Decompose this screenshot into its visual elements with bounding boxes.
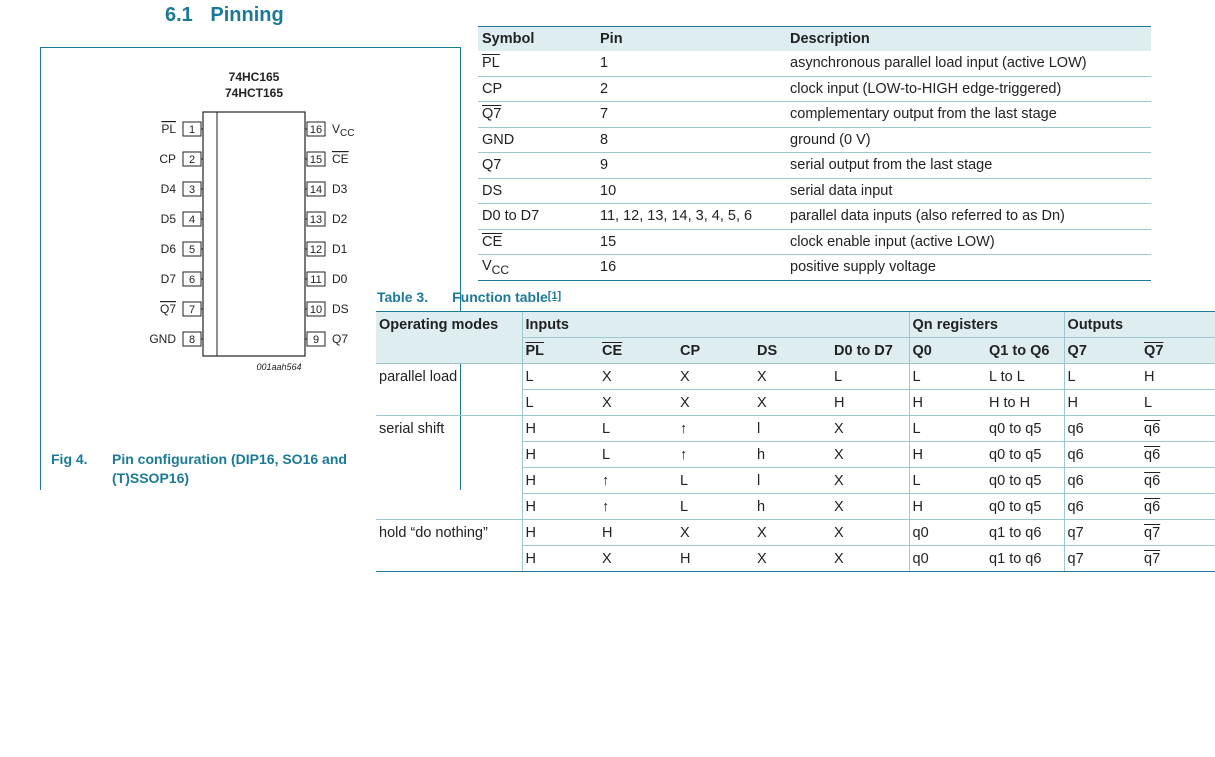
function-table-cell [754,390,831,416]
pin-number-14: 14 [309,184,323,196]
function-table-cell [909,416,986,442]
cell-value: q6 [1144,446,1161,463]
pin-description: complementary output from the last stage [786,102,1151,128]
pin-label-4: D5 [160,212,176,226]
pin-number: 8 [596,127,786,153]
pin-number-13: 13 [309,214,323,226]
operating-mode: serial shift [376,416,522,442]
cell-value: ↑ [680,420,688,437]
pin-symbol [478,51,596,76]
pin-label-13: D2 [332,212,348,226]
figure-number: Fig 4. [51,451,88,467]
pin-symbol-text: Q7 [482,106,502,123]
cell-value: q6 [1067,472,1084,489]
cell-value: H [912,498,924,515]
pin-symbol-text: Q7 [482,157,502,174]
header-inputs: Inputs [522,312,909,338]
cell-value: L [602,420,611,437]
cell-value: H [525,498,536,515]
subheader-label: Q1 to Q6 [989,342,1050,359]
pin-table-row [478,102,1151,128]
pin-table-row [478,178,1151,204]
pin-table-row [478,127,1151,153]
cell-value: q7 [1144,550,1161,567]
function-table-cell [522,416,599,442]
cell-value: L [680,472,689,489]
cell-value: H [525,550,536,567]
subheader-label: D0 to D7 [834,342,893,359]
pin-number-9: 9 [312,334,320,346]
cell-value: l [757,420,761,437]
function-table-cell [677,364,754,390]
pin-description: asynchronous parallel load input (active LOW) [786,51,1151,76]
function-table-body [376,364,1215,572]
pin-table-header-symbol: Symbol [478,27,596,52]
cell-value: q0 [912,550,929,567]
cell-value: L [834,368,843,385]
pin-table-header-pin: Pin [596,27,786,52]
pin-number: 2 [596,76,786,102]
operating-mode: parallel load [376,364,522,390]
pin-number-7: 7 [188,304,196,316]
cell-value: l [757,472,761,489]
cell-value: q6 [1067,446,1084,463]
pin-number-3: 3 [188,184,196,196]
function-table-cell [831,520,909,546]
function-table-cell [1141,546,1215,572]
figure-code: 001aah564 [256,362,302,372]
cell-value: ↑ [602,498,610,515]
operating-mode [376,494,522,520]
cell-value: H [525,472,536,489]
function-table-row [376,520,1215,546]
function-table-cell [1064,390,1141,416]
subheader-label: Q7 [1067,342,1087,359]
pin-symbol-text: D0 to D7 [482,208,540,225]
pin-symbol-text: $\overline{PL}$ [482,55,500,72]
function-table-cell [1141,416,1215,442]
function-table-subheader-row [376,338,1215,364]
cell-value: q0 [912,524,929,541]
pin-table-body [478,51,1151,280]
pin-label-10: DS [332,302,349,316]
function-table-cell [677,468,754,494]
function-table-cell [909,390,986,416]
pin-number-2: 2 [188,154,196,166]
pin-symbol [478,153,596,179]
function-table-cell [677,520,754,546]
function-table-cell [599,390,677,416]
pin-number: 15 [596,229,786,255]
cell-value: X [834,472,844,489]
function-table-cell [909,546,986,572]
pin-symbol-text: V [482,257,492,274]
subheader-cell [986,338,1064,364]
cell-value: L [912,472,921,489]
cell-value: L [680,498,689,515]
cell-value: L [912,420,921,437]
cell-value: X [834,550,844,567]
function-table-cell [986,520,1064,546]
function-table-cell [909,494,986,520]
cell-value: q6 [1144,420,1161,437]
pin-number-5: 5 [188,244,196,256]
function-table-row [376,390,1215,416]
pin-symbol [478,255,596,281]
pin-number-12: 12 [309,244,323,256]
cell-value: q7 [1067,550,1084,567]
cell-value: H [834,394,845,411]
function-table-cell [754,416,831,442]
pin-description: clock input (LOW-to-HIGH edge-triggered) [786,76,1151,102]
pin-description: parallel data inputs (also referred to as Dn) [786,204,1151,230]
function-table-cell [522,364,599,390]
cell-value: q6 [1067,420,1084,437]
function-table-cell [754,546,831,572]
function-table-row [376,364,1215,390]
cell-value: ↑ [602,472,610,489]
cell-value: q6 [1067,498,1084,515]
pin-label-12: D1 [332,242,348,256]
cell-value: q7 [1144,524,1161,541]
function-table-cell [1064,520,1141,546]
subheader-label: CP [680,342,701,359]
header-operating-modes: Operating modes [376,312,522,338]
function-table-cell [754,468,831,494]
pin-description: serial output from the last stage [786,153,1151,179]
function-table-row [376,546,1215,572]
cell-value: H [525,446,536,463]
cell-value: X [757,368,767,385]
subheader-cell [677,338,754,364]
cell-value: H [1144,368,1155,385]
subheader-label: DS [757,342,778,359]
subheader-label: Q7 [1144,342,1164,359]
pin-table-header-description: Description [786,27,1151,52]
cell-value: H [525,524,536,541]
function-table-cell [1141,520,1215,546]
pin-label-subscript-16: CC [340,128,355,139]
subheader-cell [754,338,831,364]
cell-value: H [680,550,691,567]
cell-value: q6 [1144,472,1161,489]
function-table-cell [986,390,1064,416]
pin-symbol-text: $\overline{CE}$ [482,233,503,250]
subheader-cell [1141,338,1215,364]
function-table-cell [1141,494,1215,520]
section-number: 6.1 [165,4,193,26]
section-title: Pinning [210,4,284,26]
pin-label-15: CE [332,152,349,166]
pin-number: 7 [596,102,786,128]
cell-value: q1 to q6 [989,524,1042,541]
function-table-cell [831,468,909,494]
function-table-cell [677,494,754,520]
pin-symbol [478,204,596,230]
function-table-cell [599,494,677,520]
figure-title: Pin configuration (DIP16, SO16 and (T)SSOP16) [112,451,347,486]
cell-value: q0 to q5 [989,498,1042,515]
function-table-cell [1141,442,1215,468]
pin-label-14: D3 [332,182,348,196]
function-table-footnote-link[interactable]: [1] [547,290,562,302]
pin-table-row [478,153,1151,179]
function-table-cell [599,546,677,572]
pin-symbol [478,76,596,102]
function-table-cell [1141,468,1215,494]
function-table-cell [1141,390,1215,416]
pin-description: ground (0 V) [786,127,1151,153]
operating-mode [376,390,522,416]
function-table-cell [909,442,986,468]
cell-value: X [680,394,690,411]
cell-value: L [1067,368,1076,385]
subheader-cell [831,338,909,364]
function-table-cell [986,416,1064,442]
operating-mode: hold “do nothing” [376,520,522,546]
pin-table-row [478,229,1151,255]
cell-value: X [757,394,767,411]
pin-number: 11, 12, 13, 14, 3, 4, 5, 6 [596,204,786,230]
operating-mode [376,442,522,468]
pin-number-1: 1 [188,124,196,136]
section-heading [165,4,284,27]
cell-value: X [602,394,612,411]
cell-value: H [602,524,613,541]
cell-value: H [525,420,536,437]
pin-symbol-text: GND [482,131,515,148]
pin-symbol [478,127,596,153]
function-table-cell [1064,416,1141,442]
function-table-cell [754,442,831,468]
pin-symbol-subscript: CC [491,262,510,277]
pin-number-8: 8 [188,334,196,346]
cell-value: X [680,524,690,541]
cell-value: q0 to q5 [989,446,1042,463]
subheader-label: Q0 [912,342,932,359]
pin-table-row [478,51,1151,76]
function-table-cell [522,442,599,468]
cell-value: X [834,420,844,437]
function-table-cell [986,442,1064,468]
function-table-cell [1064,494,1141,520]
cell-value: h [757,498,766,515]
function-table-cell [1064,468,1141,494]
cell-value: q7 [1067,524,1084,541]
cell-value: X [834,446,844,463]
function-table-cell [986,546,1064,572]
function-table-cell [754,364,831,390]
pin-label-11: D0 [332,272,348,286]
cell-value: X [602,550,612,567]
function-table-cell [677,390,754,416]
pin-number: 9 [596,153,786,179]
cell-value: H [912,446,924,463]
pin-label-2: CP [159,152,176,166]
cell-value: L [1144,394,1153,411]
operating-mode [376,546,522,572]
cell-value: q6 [1144,498,1161,515]
header-blank [376,338,522,364]
cell-value: X [757,550,767,567]
function-table-cell [1064,546,1141,572]
cell-value: L [525,394,534,411]
function-table-cell [754,520,831,546]
cell-value: X [834,498,844,515]
function-table [376,311,1215,572]
subheader-label: $\overline{CE}$ [602,342,623,359]
function-table-cell [986,468,1064,494]
pin-label-16: $V_{CC}$ [332,122,355,139]
function-table-cell [1141,364,1215,390]
function-table-cell [831,442,909,468]
subheader-label: $\overline{PL}$ [525,342,545,359]
pin-number-15: 15 [309,154,323,166]
function-table-cell [677,442,754,468]
function-table-cell [909,364,986,390]
function-table-cell [831,546,909,572]
function-table-number: Table 3. [377,289,429,305]
cell-value: q1 to q6 [989,550,1042,567]
pin-symbol [478,102,596,128]
cell-value: ↑ [680,446,688,463]
function-table-cell [522,520,599,546]
function-table-cell [754,494,831,520]
pin-label-3: D4 [160,182,176,196]
function-table-cell [522,468,599,494]
function-table-cell [986,494,1064,520]
cell-value: q0 to q5 [989,420,1042,437]
pin-number-11: 11 [310,274,322,286]
function-table-row [376,468,1215,494]
pin-description: serial data input [786,178,1151,204]
function-table-cell [599,468,677,494]
pin-table-row [478,76,1151,102]
function-table-cell [831,416,909,442]
function-table-caption [377,289,561,305]
pin-label-5: D6 [160,242,176,256]
function-table-cell [677,416,754,442]
cell-value: X [680,368,690,385]
pin-label-1: PL [161,122,176,136]
function-table-cell [1064,364,1141,390]
cell-value: h [757,446,766,463]
function-table-cell [831,390,909,416]
cell-value: X [757,524,767,541]
pin-description: positive supply voltage [786,255,1151,281]
function-table-cell [909,468,986,494]
function-table-row [376,416,1215,442]
operating-mode [376,468,522,494]
subheader-cell [1064,338,1141,364]
ic-body [203,112,305,356]
cell-value: H to H [989,394,1031,411]
pin-number-6: 6 [188,274,196,286]
pin-label-8: GND [149,332,176,346]
cell-value: X [602,368,612,385]
function-table-cell [599,416,677,442]
function-table-cell [986,364,1064,390]
pin-symbol [478,178,596,204]
pin-label-9: Q7 [332,332,349,346]
pin-description: clock enable input (active LOW) [786,229,1151,255]
function-table-cell [831,494,909,520]
function-table-row [376,442,1215,468]
function-table-cell [909,520,986,546]
pin-symbol-text: CP [482,80,503,97]
function-table-cell [599,520,677,546]
pin-label-6: D7 [160,272,176,286]
function-table-cell [1064,442,1141,468]
pin-number: 16 [596,255,786,281]
function-table-row [376,494,1215,520]
pin-description-table [478,26,1151,281]
cell-value: L [602,446,611,463]
function-table-cell [522,494,599,520]
function-table-cell [677,546,754,572]
function-table-title: Function table [452,289,548,305]
header-qn-registers: Qn registers [909,312,1064,338]
pin-symbol [478,229,596,255]
function-table-cell [599,364,677,390]
cell-value: L [525,368,534,385]
pin-table-row [478,255,1151,281]
subheader-cell [599,338,677,364]
header-outputs: Outputs [1064,312,1215,338]
ic-name-2: 74HCT165 [224,86,284,100]
cell-value: L [912,368,921,385]
function-table-cell [522,390,599,416]
function-table-cell [522,546,599,572]
pin-number-10: 10 [309,304,323,316]
pin-number: 1 [596,51,786,76]
function-table-cell [831,364,909,390]
cell-value: q0 to q5 [989,472,1042,489]
ic-name-1: 74HC165 [228,70,280,84]
pin-number-16: 16 [309,124,323,136]
subheader-cell [909,338,986,364]
pin-table-row [478,204,1151,230]
pin-number: 10 [596,178,786,204]
cell-value: H [912,394,924,411]
cell-value: H [1067,394,1079,411]
pin-number-4: 4 [188,214,196,226]
pin-symbol-text: DS [482,182,503,199]
function-table-cell [599,442,677,468]
cell-value: X [834,524,844,541]
cell-value: L to L [989,368,1025,385]
subheader-cell [522,338,599,364]
pin-label-7: Q7 [159,302,176,316]
